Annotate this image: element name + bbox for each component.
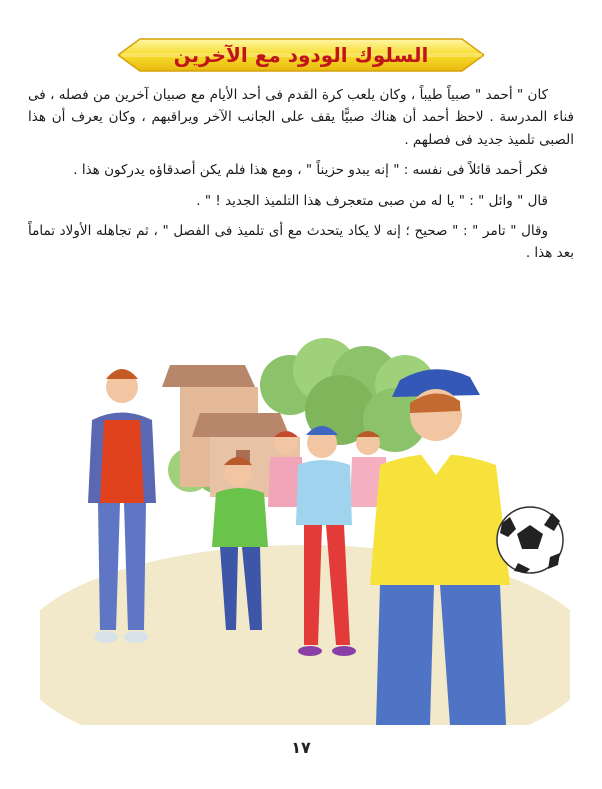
paragraph-2: فكر أحمد قائلاً فى نفسه : " إنه يبدو حزيناً " ، ومع هذا فلم يكن أصدقاؤه يدركون هذا . xyxy=(73,162,548,179)
paragraph-3: قال " وائل " : " يا له من صبى متعجرف هذا التلميذ الجديد ! " . xyxy=(196,192,548,209)
soccer-ball-icon xyxy=(497,507,563,573)
title-banner xyxy=(118,37,484,73)
story-text xyxy=(28,84,574,273)
paragraph-4: وقال " تامر " : " صحيح ؛ إنه لا يكاد يتحدث مع أى تلميذ فى الفصل " ، ثم تجاهله الأولاد تماماً بعد هذا . xyxy=(28,223,574,262)
page-title: السلوك الودود مع الآخرين xyxy=(173,43,429,67)
paragraph-1: كان " أحمد " صبياً طيباً ، وكان يلعب كرة القدم فى أحد الأيام مع صبيان آخرين من فصله ، فى فناء المدرسة . لاحظ أحمد أن هناك صبيًّا يقف على الجانب الآخر ويراقبهم ، وكان يعرف أن هذا الصبى تلميذ جديد فى فصلهم . xyxy=(28,87,574,148)
schoolyard-illustration xyxy=(40,325,570,725)
page-number: ١٧ xyxy=(291,738,311,757)
